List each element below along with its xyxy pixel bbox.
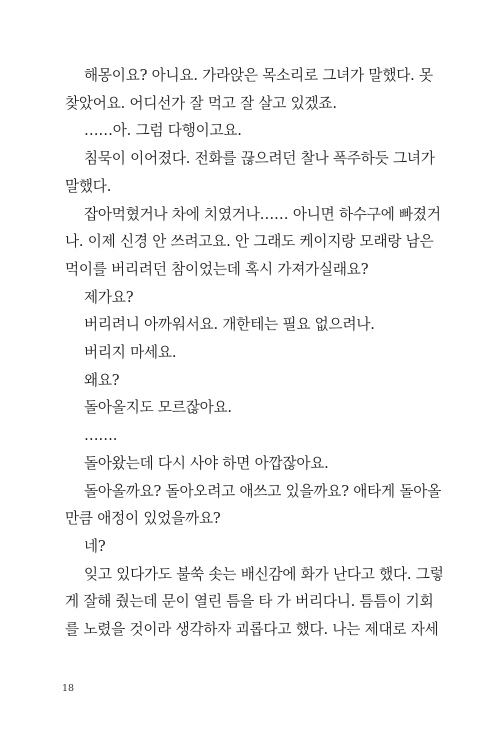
paragraph <box>65 311 430 339</box>
text-line: 왜요? <box>84 371 120 389</box>
paragraph <box>65 62 433 117</box>
paragraph <box>65 450 430 478</box>
page-number: 18 <box>62 683 75 694</box>
paragraph <box>65 478 442 533</box>
text-line: 돌아올까요? 돌아오려고 애쓰고 있을까요? 애타게 돌아올 <box>84 482 442 500</box>
text-line: 돌아왔는데 다시 사야 하면 아깝잖아요. <box>84 454 329 472</box>
text-line: ……아. 그럼 다행이고요. <box>84 122 242 140</box>
paragraph <box>65 422 430 450</box>
text-line: 돌아올지도 모르잖아요. <box>84 399 232 417</box>
paragraph <box>65 284 430 312</box>
paragraph <box>65 145 435 200</box>
text-line: 잡아먹혔거나 차에 치였거나…… 아니면 하수구에 빠졌거 <box>84 205 441 223</box>
text-line: 말했다. <box>65 177 112 195</box>
paragraph <box>65 561 444 644</box>
paragraph <box>65 201 441 284</box>
text-line: ……. <box>84 427 118 445</box>
body-text <box>65 62 444 644</box>
text-line: 찾았어요. 어디선가 잘 먹고 잘 살고 있겠죠. <box>65 94 337 112</box>
paragraph <box>65 394 430 422</box>
text-line: 를 노렸을 것이라 생각하자 괴롭다고 했다. 나는 제대로 자세 <box>65 621 439 639</box>
text-line: 버리지 마세요. <box>84 344 177 362</box>
text-line: 해몽이요? 아니요. 가라앉은 목소리로 그녀가 말했다. 못 <box>84 67 433 84</box>
text-line: 먹이를 버리려던 참이었는데 혹시 가져가실래요? <box>65 260 369 278</box>
text-line: 버리려니 아까워서요. 개한테는 필요 없으려나. <box>84 316 375 334</box>
text-line: 게 잘해 줬는데 문이 열린 틈을 타 가 버리다니. 틈틈이 기회 <box>65 593 434 611</box>
text-line: 나. 이제 신경 안 쓰려고요. 안 그래도 케이지랑 모래랑 남은 <box>65 233 434 251</box>
paragraph <box>65 367 430 395</box>
paragraph <box>65 533 430 561</box>
text-line: 제가요? <box>84 288 134 306</box>
text-line: 잊고 있다가도 불쑥 솟는 배신감에 화가 난다고 했다. 그렇 <box>84 565 444 583</box>
text-line: 만큼 애정이 있었을까요? <box>65 510 221 528</box>
paragraph <box>65 339 430 367</box>
paragraph <box>65 117 430 145</box>
text-line: 침묵이 이어졌다. 전화를 끊으려던 찰나 폭주하듯 그녀가 <box>84 150 435 168</box>
text-line: 네? <box>84 537 106 555</box>
